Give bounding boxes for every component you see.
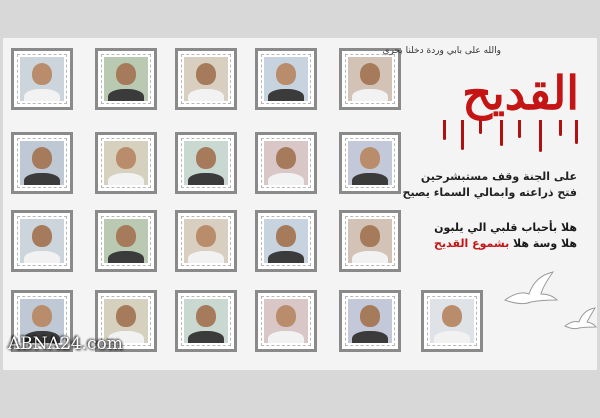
portrait-photo [348, 57, 392, 101]
verse-line-4-prefix: هلا وسة هلا [509, 237, 577, 250]
portrait-frame [95, 210, 157, 272]
verse-line-2: فتح ذراعته وابمالي السماء يصيح [402, 186, 577, 199]
portrait-photo [264, 57, 308, 101]
portrait-photo [184, 299, 228, 343]
portrait-frame [175, 132, 237, 194]
portrait-frame [175, 210, 237, 272]
portrait-photo [184, 141, 228, 185]
verse-line-4 [434, 237, 577, 250]
portrait-photo [348, 219, 392, 263]
verse-line-4-accent: بشموع القديح [434, 237, 510, 250]
portrait-photo [184, 219, 228, 263]
portrait-photo [104, 141, 148, 185]
dove-icon-small [563, 306, 597, 332]
portrait-frame [339, 132, 401, 194]
portrait-photo [184, 57, 228, 101]
portrait-photo [104, 219, 148, 263]
watermark-logo: ABNA24.com [8, 334, 123, 354]
poster-title: القديح [462, 66, 579, 120]
portrait-frame [255, 132, 317, 194]
poster-tagline: والله على بابي وردة دخلنا بحري [382, 46, 501, 56]
portrait-frame [339, 290, 401, 352]
portrait-frame [255, 210, 317, 272]
verse-line-3: هلا بأحباب قلبي الي يلبون [434, 221, 577, 234]
dove-icon [501, 270, 561, 310]
portrait-frame [175, 290, 237, 352]
portrait-frame [175, 48, 237, 110]
portrait-photo [264, 219, 308, 263]
portrait-photo [264, 141, 308, 185]
portrait-frame [339, 210, 401, 272]
portrait-photo [430, 299, 474, 343]
portrait-photo [20, 219, 64, 263]
portrait-frame [255, 290, 317, 352]
portrait-frame [95, 132, 157, 194]
portrait-photo [20, 57, 64, 101]
portrait-frame [339, 48, 401, 110]
portrait-frame [255, 48, 317, 110]
memorial-poster [3, 38, 597, 370]
portrait-photo [264, 299, 308, 343]
portrait-photo [104, 57, 148, 101]
portrait-frame [421, 290, 483, 352]
portrait-frame [95, 48, 157, 110]
portrait-photo [348, 299, 392, 343]
portrait-photo [348, 141, 392, 185]
portrait-frame [11, 48, 73, 110]
verse-line-1: على الجنة وقف مستبشرحين [420, 170, 577, 183]
portrait-frame [11, 210, 73, 272]
portrait-frame [11, 132, 73, 194]
portrait-photo [20, 141, 64, 185]
